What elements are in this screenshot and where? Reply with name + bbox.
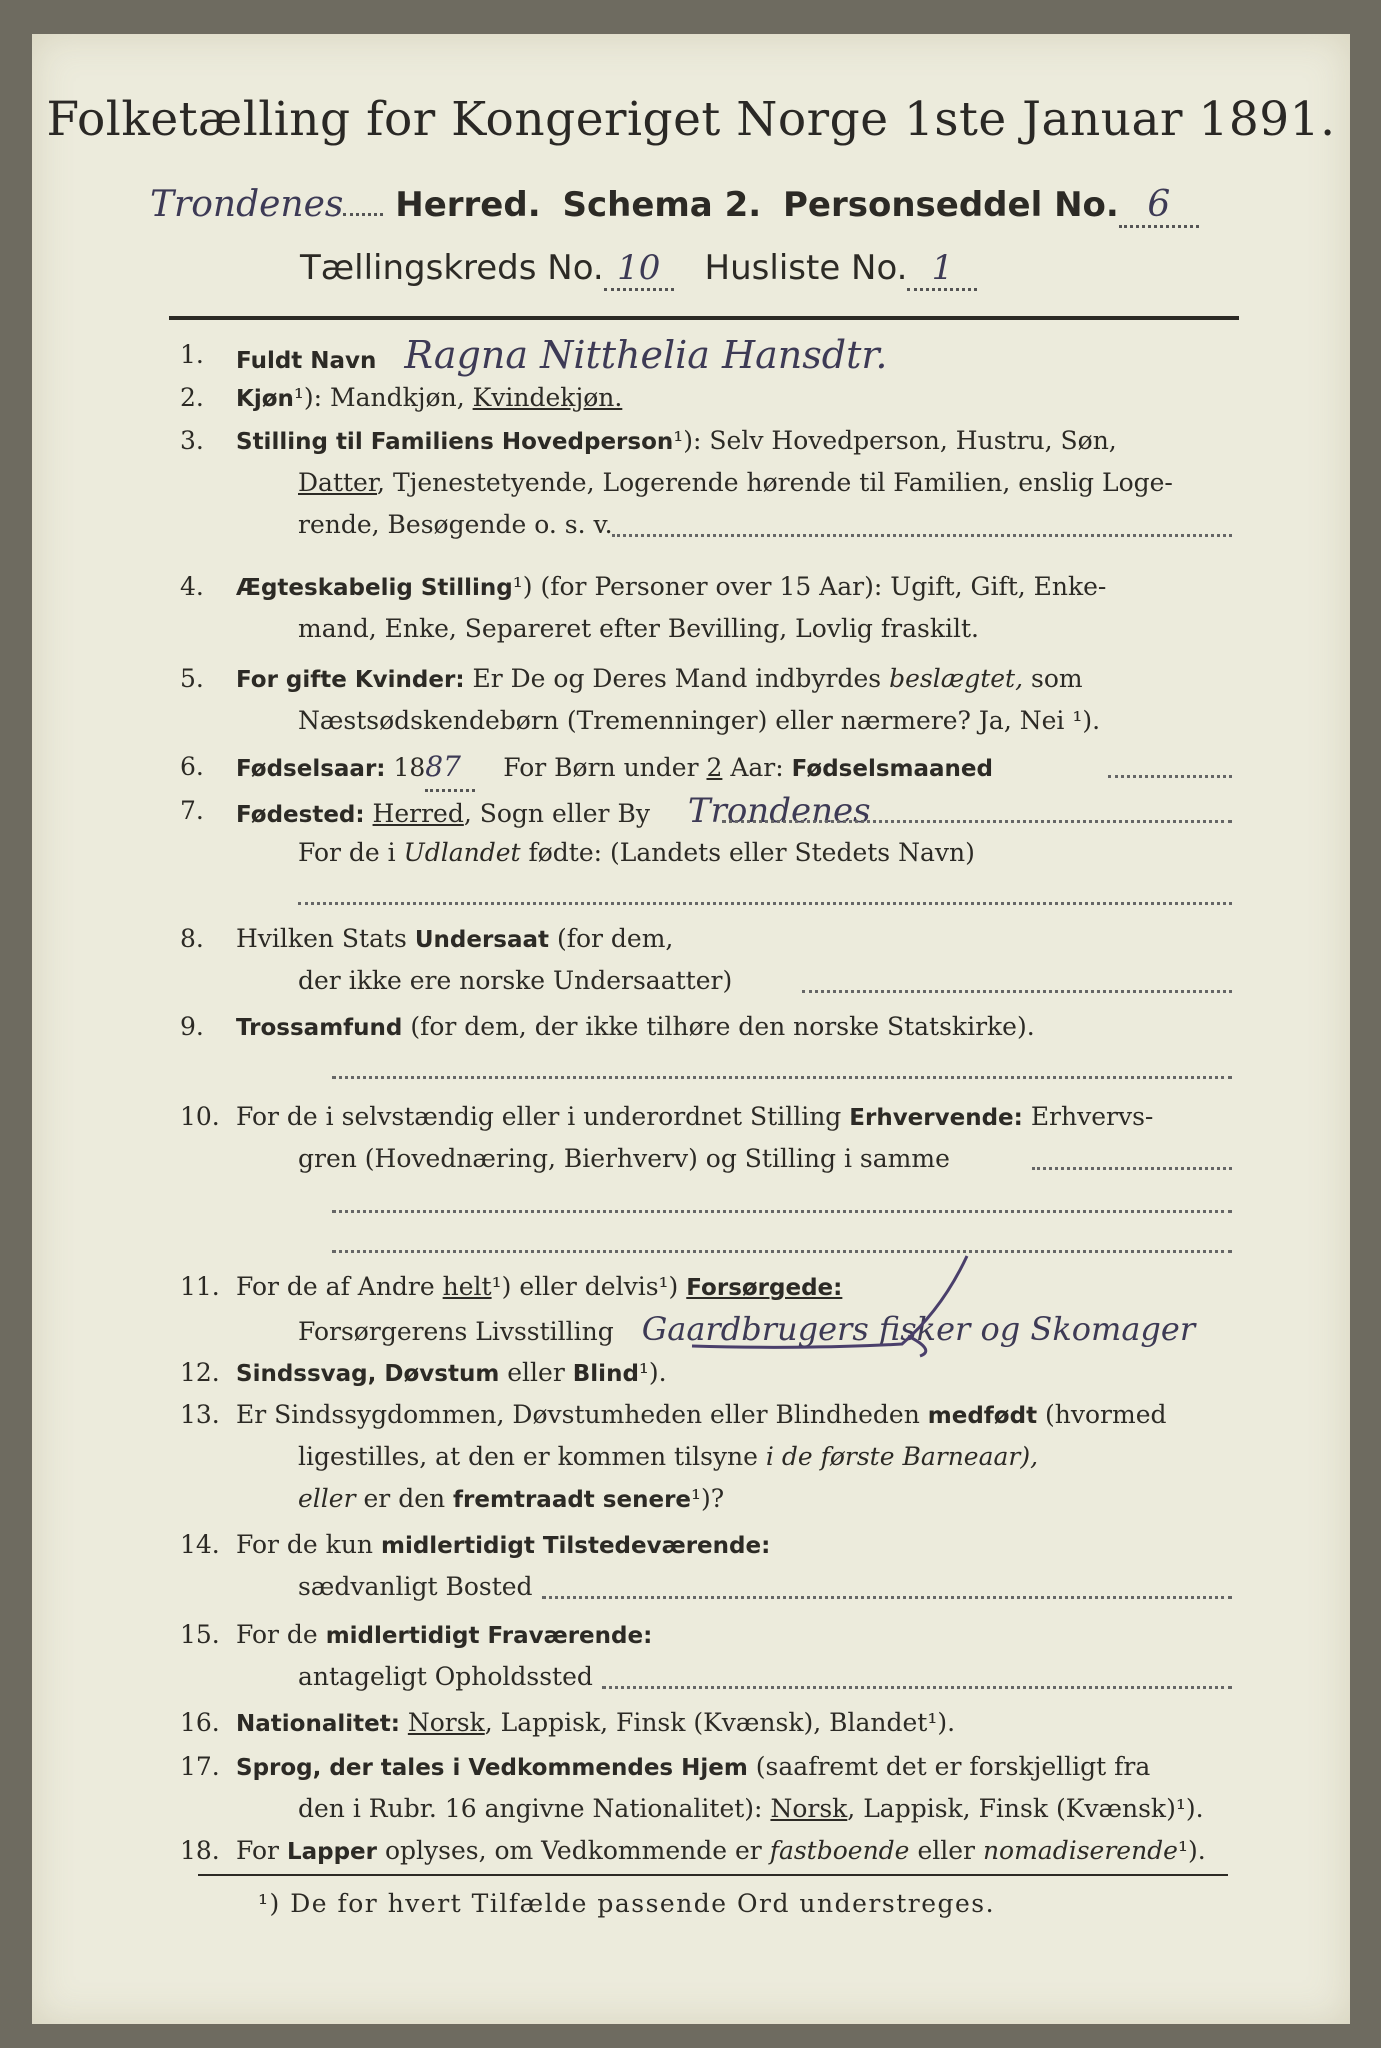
item-occupation — [236, 1096, 1153, 1139]
dotted-line — [332, 1076, 1232, 1079]
temp-absent-label: midlertidigt Fraværende: — [325, 1623, 653, 1649]
item-married-women — [236, 658, 1083, 701]
disability-label-2: Blind — [572, 1361, 639, 1387]
occupation-pre: For de i selvstændig eller i underordnet Stilling — [236, 1102, 842, 1131]
married-women-text-1: Er De og Deres Mand indbyrdes — [472, 664, 882, 693]
schema-label: Schema 2. — [562, 185, 762, 225]
temp-absent-pre: For de — [236, 1620, 318, 1649]
item-citizenship — [236, 918, 673, 961]
gender-option-male: Mandkjøn, — [330, 383, 465, 412]
dotted-line — [542, 1596, 1232, 1599]
congenital-text-2-it: i de første Barneaar), — [765, 1442, 1039, 1471]
married-women-related: beslægtet, — [889, 664, 1024, 693]
item-number: 12. — [180, 1358, 220, 1387]
herred-label: Herred. — [395, 185, 541, 225]
item-birthplace-line-2 — [298, 832, 975, 874]
item-married-women-line-2 — [298, 700, 1100, 742]
item-birth-year — [236, 746, 993, 792]
gender-option-female: Kvindekjøn. — [472, 383, 623, 412]
personseddel-value: 6 — [1147, 184, 1171, 225]
handwritten-bracket — [632, 1248, 1052, 1358]
item-language — [236, 1746, 1150, 1789]
husliste-value: 1 — [931, 248, 954, 288]
dotted-line — [722, 820, 1232, 823]
married-women-pre: For — [236, 667, 278, 693]
item-marital-line-2 — [298, 608, 979, 650]
item-number: 6. — [180, 752, 204, 781]
husliste-label: Husliste No. — [704, 248, 908, 288]
provider-occupation-value: Gaardbrugers fisker og Skomager — [641, 1310, 1196, 1348]
probable-residence-label: antageligt Opholdssted — [298, 1662, 593, 1691]
language-selected: Norsk — [770, 1794, 848, 1823]
dotted-line — [298, 902, 1232, 905]
footnote-mark: ¹): — [293, 383, 323, 412]
item-number: 17. — [180, 1752, 220, 1781]
birthplace-value: Trondenes — [687, 791, 871, 831]
item-number: 15. — [180, 1620, 220, 1649]
married-women-text-1b: som — [1031, 664, 1083, 693]
item-congenital-line-3 — [298, 1478, 724, 1521]
position-text-2: , Tjenestetyende, Logerende hørende til Familien, enslig Loge- — [377, 468, 1173, 497]
dotted-line — [612, 534, 1232, 537]
full-name-label: Fuldt Navn — [236, 348, 377, 374]
item-number: 4. — [180, 572, 204, 601]
kreds-label: Tællingskreds No. — [300, 248, 604, 288]
dependents-label: Forsørgede: — [686, 1275, 843, 1301]
occupation-label: Erhvervende: — [849, 1105, 1023, 1131]
birth-year-label: Fødselsaar: — [236, 756, 386, 782]
lapps-end: ¹). — [1177, 1836, 1206, 1865]
position-label: Stilling til Familiens Hovedperson — [236, 429, 674, 455]
married-women-label: gifte Kvinder: — [285, 667, 465, 693]
nationality-label: Nationalitet: — [236, 1711, 400, 1737]
temp-present-pre: For de kun — [236, 1530, 374, 1559]
temp-present-label: midlertidigt Tilstedeværende: — [380, 1533, 771, 1559]
citizenship-text-2: der ikke ere norske Undersaatter) — [298, 966, 733, 995]
congenital-text-2: ligestilles, at den er kommen tilsyne — [298, 1442, 758, 1471]
occupation-text-2: gren (Hovednæring, Bierhverv) og Stilling i samme — [298, 1144, 950, 1173]
item-citizenship-line-2 — [298, 960, 732, 1002]
language-options: , Lappisk, Finsk (Kvænsk)¹). — [847, 1794, 1204, 1823]
item-nationality — [236, 1702, 955, 1745]
item-number: 5. — [180, 664, 204, 693]
birth-year-value: 87 — [425, 750, 461, 783]
item-number: 8. — [180, 924, 204, 953]
married-women-text-2: Næstsødskendebørn (Tremenninger) eller nærmere? Ja, Nei ¹). — [298, 706, 1101, 735]
item-number: 18. — [180, 1836, 220, 1865]
item-number: 9. — [180, 1012, 204, 1041]
item-number: 13. — [180, 1400, 220, 1429]
citizenship-label: Undersaat — [414, 927, 550, 953]
item-temp-absent — [236, 1614, 652, 1657]
position-text-3: rende, Besøgende o. s. v. — [298, 510, 613, 539]
item-gender — [236, 377, 622, 420]
dotted-line — [1108, 775, 1232, 778]
item-position-line-2 — [298, 462, 1173, 504]
item-congenital — [236, 1394, 1167, 1437]
position-selected: Datter — [298, 468, 378, 497]
religion-label: Trossamfund — [236, 1015, 403, 1041]
personseddel-label: Personseddel No. — [783, 185, 1119, 225]
footnote: ¹) De for hvert Tilfælde passende Ord understreges. — [258, 1889, 996, 1918]
birth-year-mid: For Børn under — [503, 753, 699, 782]
birthplace-text: , Sogn eller By — [463, 799, 650, 828]
item-temp-present-line-2 — [298, 1566, 533, 1608]
item-lapps — [236, 1830, 1206, 1873]
item-full-name — [236, 334, 887, 382]
congenital-text-1b: (hvormed — [1045, 1400, 1167, 1429]
congenital-text-3: er den — [363, 1484, 446, 1513]
header-rule — [169, 316, 1239, 320]
disability-mid: eller — [507, 1358, 565, 1387]
item-temp-absent-line-2 — [298, 1656, 593, 1698]
item-number: 2. — [180, 383, 204, 412]
birth-year-mid-u: 2 — [706, 753, 723, 782]
congenital-text-3b: ¹)? — [691, 1484, 725, 1513]
lapps-pre: For — [236, 1836, 279, 1865]
footnote-rule — [198, 1874, 1228, 1876]
herred-value: Trondenes — [150, 184, 344, 225]
disability-end: ¹). — [638, 1358, 667, 1387]
form-title: Folketælling for Kongeriget Norge 1ste Januar 1891. — [46, 92, 1336, 147]
birthplace-line2: fødte: (Landets eller Stedets Navn) — [528, 838, 975, 867]
language-label: Sprog, der tales i Vedkommendes Hjem — [236, 1755, 748, 1781]
dependents-pre: For de af Andre — [236, 1272, 435, 1301]
item-number: 14. — [180, 1530, 220, 1559]
item-congenital-line-2 — [298, 1436, 1038, 1478]
citizenship-text-1: (for dem, — [556, 924, 674, 953]
item-position-line-3 — [298, 504, 613, 546]
disability-label: Sindssvag, Døvstum — [236, 1361, 500, 1387]
marital-label: Ægteskabelig Stilling — [236, 575, 513, 601]
congenital-text-1: Er Sindssygdommen, Døvstumheden eller Blindheden — [236, 1400, 920, 1429]
item-temp-present — [236, 1524, 770, 1567]
usual-residence-label: sædvanligt Bosted — [298, 1572, 533, 1601]
item-language-line-2 — [298, 1788, 1204, 1830]
congenital-text-3-it: eller — [298, 1484, 356, 1513]
item-number: 16. — [180, 1708, 220, 1737]
dotted-line — [802, 990, 1232, 993]
item-position — [236, 420, 1117, 463]
birthplace-line2-it: Udlandet — [403, 838, 521, 867]
birthplace-label: Fødested: — [236, 802, 365, 828]
dotted-line — [1032, 1167, 1232, 1170]
language-text-1: (saafremt det er forskjelligt fra — [755, 1752, 1151, 1781]
dotted-line — [332, 1210, 1232, 1213]
lapps-label: Lapper — [286, 1839, 377, 1865]
dotted-line — [602, 1686, 1232, 1689]
religion-text: (for dem, der ikke tilhøre den norske Statskirke). — [410, 1012, 1035, 1041]
census-form-page — [32, 34, 1350, 2024]
item-disability — [236, 1352, 667, 1395]
birth-year-prefix: 18 — [393, 753, 426, 782]
nationality-selected: Norsk — [407, 1708, 485, 1737]
dependents-mid: ¹) eller delvis¹) — [491, 1272, 679, 1301]
citizenship-pre: Hvilken Stats — [236, 924, 407, 953]
birth-month-label: Fødselsmaaned — [791, 756, 993, 782]
item-marital — [236, 566, 1106, 609]
item-occupation-line-2 — [298, 1138, 950, 1180]
header-line-2 — [300, 248, 977, 291]
dependents-u: helt — [442, 1272, 492, 1301]
provider-label: Forsørgerens Livsstilling — [298, 1317, 614, 1346]
birthplace-selected: Herred — [372, 799, 464, 828]
full-name-value: Ragna Nitthelia Hansdtr. — [404, 333, 888, 377]
lapps-mid: eller — [917, 1836, 975, 1865]
marital-text-2: mand, Enke, Separeret efter Bevilling, Lovlig fraskilt. — [298, 614, 979, 643]
item-number: 3. — [180, 426, 204, 455]
header-line-1 — [150, 184, 1199, 228]
nationality-options: , Lappisk, Finsk (Kvænsk), Blandet¹). — [484, 1708, 956, 1737]
position-text-1: ¹): Selv Hovedperson, Hustru, Søn, — [673, 426, 1117, 455]
item-number: 1. — [180, 340, 204, 369]
birth-year-mid2: Aar: — [730, 753, 784, 782]
birthplace-line2-pre: For de i — [298, 838, 396, 867]
lapps-nomadic: nomadiserende — [982, 1836, 1178, 1865]
occupation-text-1: Erhvervs- — [1030, 1102, 1154, 1131]
item-birthplace — [236, 790, 871, 836]
marital-text-1: ¹) (for Personer over 15 Aar): Ugift, Gift, Enke- — [512, 572, 1107, 601]
item-number: 10. — [180, 1102, 220, 1131]
congenital-label: medfødt — [927, 1403, 1038, 1429]
language-text-2: den i Rubr. 16 angivne Nationalitet): — [298, 1794, 763, 1823]
kreds-value: 10 — [617, 248, 661, 288]
gender-label: Kjøn — [236, 386, 294, 412]
lapps-text: oplyses, om Vedkommende er — [384, 1836, 762, 1865]
later-onset-label: fremtraadt senere — [453, 1487, 692, 1513]
item-number: 7. — [180, 796, 204, 825]
item-religion — [236, 1006, 1035, 1049]
lapps-resident: fastboende — [769, 1836, 910, 1865]
item-number: 11. — [180, 1272, 220, 1301]
